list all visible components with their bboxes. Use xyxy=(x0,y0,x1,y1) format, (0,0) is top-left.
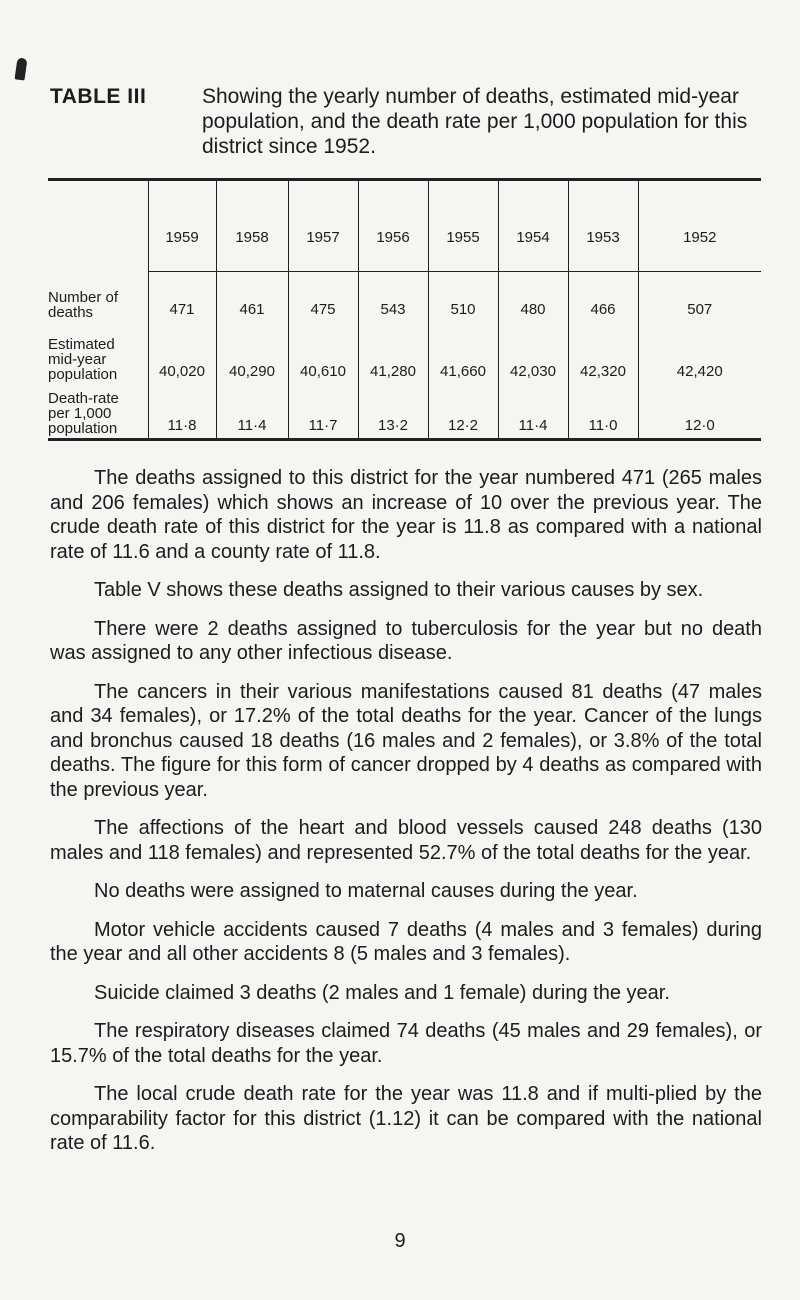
table-cell: 11·0 xyxy=(568,384,638,440)
paragraph: The affections of the heart and blood vessels caused 248 deaths (130 males and 118 females) and represented 52.7% of the total deaths for the year. xyxy=(50,817,762,864)
year-header: 1953 xyxy=(568,180,638,272)
table-cell: 461 xyxy=(216,272,288,322)
paragraph: Suicide claimed 3 deaths (2 males and 1 female) during the year. xyxy=(94,981,670,1004)
table-label: TABLE III xyxy=(50,85,147,108)
table-cell: 40,290 xyxy=(216,322,288,384)
paragraph: The deaths assigned to this district for the year numbered 471 (265 males and 206 females) which shows an increase of 10 over the previous year. The crude death rate of this district for the year is 11.8 as compared with a national rate of 11.6 and a county rate of 11.8. xyxy=(50,467,762,563)
row-label: Number of deaths xyxy=(48,288,119,321)
paragraph: The respiratory diseases claimed 74 deaths (45 males and 29 females), or 15.7% of the total deaths for the year. xyxy=(50,1020,762,1067)
table-cell: 41,280 xyxy=(358,322,428,384)
table-cell: 480 xyxy=(498,272,568,322)
table-cell: 42,030 xyxy=(498,322,568,384)
paragraph: There were 2 deaths assigned to tuberculosis for the year but no death was assigned to any other infectious disease. xyxy=(50,617,762,664)
ink-blot-mark xyxy=(15,57,28,80)
table-cell: 40,020 xyxy=(148,322,216,384)
table-cell: 42,420 xyxy=(638,322,761,384)
table-header-row xyxy=(48,180,761,272)
table-cell: 11·7 xyxy=(288,384,358,440)
table-cell: 471 xyxy=(148,272,216,322)
year-header: 1959 xyxy=(148,180,216,272)
row-label: Estimated mid-year population xyxy=(48,335,118,383)
table-cell: 543 xyxy=(358,272,428,322)
row-label: Death-rate per 1,000 population xyxy=(48,390,119,437)
table-row-deaths xyxy=(48,272,761,322)
table-cell: 40,610 xyxy=(288,322,358,384)
table-cell: 42,320 xyxy=(568,322,638,384)
table-cell: 12·0 xyxy=(638,384,761,440)
paragraph: Table V shows these deaths assigned to their various causes by sex. xyxy=(94,579,704,601)
year-header: 1957 xyxy=(288,180,358,272)
table-cell: 12·2 xyxy=(428,384,498,440)
table-cell: 510 xyxy=(428,272,498,322)
report-body xyxy=(50,466,762,1170)
deaths-table-container xyxy=(48,178,761,441)
table-caption xyxy=(50,84,770,159)
year-header: 1956 xyxy=(358,180,428,272)
year-header: 1958 xyxy=(216,180,288,272)
paragraph: Motor vehicle accidents caused 7 deaths (4 males and 3 females) during the year and all other accidents 8 (5 males and 3 females). xyxy=(50,918,762,965)
table-caption-text: Showing the yearly number of deaths, estimated mid-year population, and the death rate per 1,000 population for this district since 1952. xyxy=(202,85,748,158)
table-row-death-rate xyxy=(48,384,761,440)
table-row-population xyxy=(48,322,761,384)
table-cell: 11·4 xyxy=(216,384,288,440)
corner-cell xyxy=(48,180,148,272)
table-cell: 507 xyxy=(638,272,761,322)
paragraph: The local crude death rate for the year was 11.8 and if multi-plied by the comparability factor for this district (1.12) it can be compared with the national rate of 11.6. xyxy=(50,1083,762,1154)
table-cell: 475 xyxy=(288,272,358,322)
table-cell: 13·2 xyxy=(358,384,428,440)
table-cell: 11·8 xyxy=(148,384,216,440)
table-cell: 466 xyxy=(568,272,638,322)
table-cell: 41,660 xyxy=(428,322,498,384)
deaths-table xyxy=(48,178,761,441)
year-header: 1954 xyxy=(498,180,568,272)
paragraph: The cancers in their various manifestations caused 81 deaths (47 males and 34 females), or 17.2% of the total deaths for the year. Cancer of the lungs and bronchus caused 18 deaths (16 males and 2 females), or 3.8% of the total deaths. The figure for this form of cancer dropped by 4 deaths as compared with the previous year. xyxy=(50,680,762,801)
table-cell: 11·4 xyxy=(498,384,568,440)
paragraph: No deaths were assigned to maternal causes during the year. xyxy=(94,880,638,902)
page-number: 9 xyxy=(394,1230,406,1252)
year-header: 1955 xyxy=(428,180,498,272)
year-header: 1952 xyxy=(638,180,761,272)
